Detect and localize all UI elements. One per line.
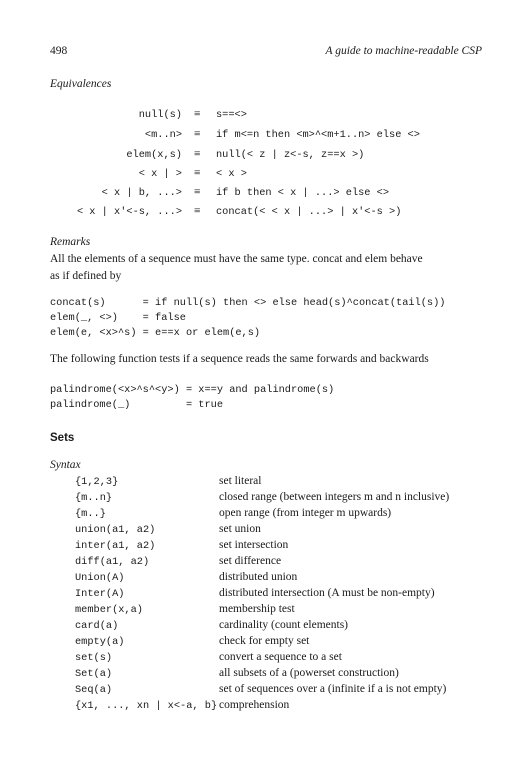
syntax-expr: {1,2,3} — [75, 476, 119, 488]
equivalence-rhs: if b then < x | ...> else <> — [216, 187, 390, 199]
syntax-desc: closed range (between integers m and n inclusive) — [219, 491, 450, 503]
code-line: palindrome(_) = true — [50, 399, 224, 411]
equivalences-heading: Equivalences — [50, 78, 112, 90]
syntax-expr: Inter(A) — [75, 588, 125, 600]
syntax-desc: open range (from integer m upwards) — [219, 507, 392, 519]
equivalence-rhs: if m<=n then <m>^<m+1..n> else <> — [216, 129, 420, 141]
equivalence-lhs: elem(x,s) — [126, 149, 182, 161]
equivalence-lhs: < x | > — [138, 168, 182, 180]
syntax-expr: inter(a1, a2) — [75, 540, 156, 552]
syntax-expr: empty(a) — [75, 636, 125, 648]
syntax-desc: distributed intersection (A must be non-empty) — [219, 587, 435, 599]
equivalence-rhs: concat(< < x | ...> | x'<-s >) — [216, 206, 402, 218]
remarks-paragraph: The following function tests if a sequence reads the same forwards and backwards — [50, 353, 429, 365]
code-line: elem(e, <x>^s) = e==x or elem(e,s) — [50, 327, 261, 339]
equivalence-symbol: ≡ — [194, 167, 201, 179]
remarks-heading: Remarks — [50, 236, 91, 248]
syntax-desc: comprehension — [219, 699, 290, 711]
equivalence-rhs: null(< z | z<-s, z==x >) — [216, 149, 365, 161]
syntax-expr: {m..} — [75, 508, 106, 520]
syntax-heading: Syntax — [50, 459, 81, 471]
running-title: A guide to machine-readable CSP — [325, 45, 482, 57]
syntax-desc: set difference — [219, 555, 282, 567]
syntax-desc: check for empty set — [219, 635, 310, 647]
code-line: palindrome(<x>^s^<y>) = x==y and palindrome(s) — [50, 384, 335, 396]
syntax-expr: union(a1, a2) — [75, 524, 156, 536]
remarks-paragraph-line: as if defined by — [50, 270, 122, 282]
syntax-expr: {x1, ..., xn | x<-a, b} — [75, 700, 218, 712]
equivalence-symbol: ≡ — [194, 108, 201, 120]
page-number: 498 — [50, 45, 68, 57]
code-line: elem(_, <>) = false — [50, 312, 186, 324]
syntax-desc: distributed union — [219, 571, 298, 583]
equivalence-lhs: <m..n> — [144, 129, 182, 141]
equivalence-rhs: s==<> — [216, 109, 247, 121]
equivalence-lhs: < x | x'<-s, ...> — [76, 206, 182, 218]
syntax-desc: set literal — [219, 475, 262, 487]
equivalence-lhs: null(s) — [138, 109, 182, 121]
syntax-desc: membership test — [219, 603, 295, 615]
syntax-expr: {m..n} — [75, 492, 113, 504]
equivalence-symbol: ≡ — [194, 186, 201, 198]
equivalence-symbol: ≡ — [194, 128, 201, 140]
syntax-expr: Union(A) — [75, 572, 125, 584]
sets-heading: Sets — [50, 432, 75, 444]
syntax-desc: all subsets of a (powerset construction) — [219, 667, 399, 679]
syntax-desc: set union — [219, 523, 261, 535]
syntax-expr: Seq(a) — [75, 684, 113, 696]
syntax-expr: diff(a1, a2) — [75, 556, 150, 568]
syntax-expr: card(a) — [75, 620, 119, 632]
equivalence-symbol: ≡ — [194, 205, 201, 217]
syntax-desc: set intersection — [219, 539, 289, 551]
equivalence-symbol: ≡ — [194, 148, 201, 160]
syntax-desc: cardinality (count elements) — [219, 619, 349, 631]
syntax-desc: convert a sequence to a set — [219, 651, 342, 663]
equivalence-rhs: < x > — [216, 168, 247, 180]
syntax-expr: member(x,a) — [75, 604, 143, 616]
equivalence-lhs: < x | b, ...> — [101, 187, 182, 199]
syntax-expr: Set(a) — [75, 668, 113, 680]
code-line: concat(s) = if null(s) then <> else head(s)^concat(tail(s)) — [50, 297, 446, 309]
syntax-desc: set of sequences over a (infinite if a is not empty) — [219, 683, 447, 695]
remarks-paragraph-line: All the elements of a sequence must have the same type. concat and elem behave — [50, 253, 423, 265]
syntax-expr: set(s) — [75, 652, 113, 664]
